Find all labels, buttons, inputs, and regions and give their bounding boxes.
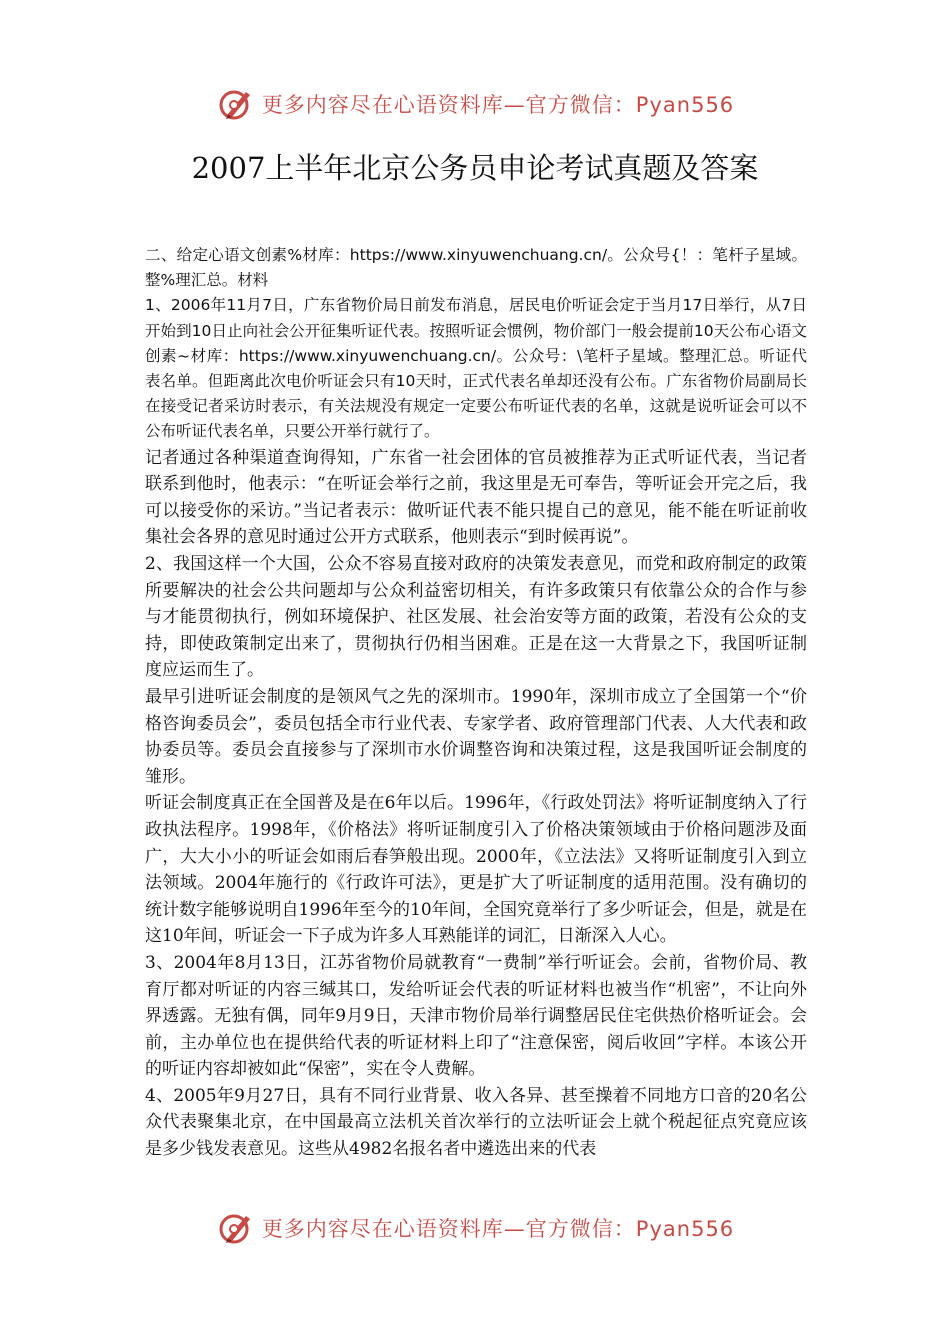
watermark-text: 更多内容尽在心语资料库—官方微信：Pyan556 bbox=[261, 93, 735, 117]
paragraph-2c: 听证会制度真正在全国普及是在6年以后。1996年，《行政处罚法》将听证制度纳入了行政执法程序。1998年，《价格法》将听证制度引入了价格决策领域由于价格问题涉及面广，大大小小的听证会如雨后春笋般出现。2000年，《立法法》又将听证制度引入到立法领域。2004年施行的《行政许可法》，更是扩大了听证制度的适用范围。没有确切的统计数字能够说明自1996年至今的10年间，全国究竟举行了多少听证会，但是，就是在这10年间，听证会一下子成为许多人耳熟能详的词汇，日渐深入人心。 bbox=[145, 793, 807, 947]
paragraph-2: 2、我国这样一个大国，公众不容易直接对政府的决策发表意见，而党和政府制定的政策所要解决的社会公共问题却与公众利益密切相关，有许多政策只有依靠公众的合作与参与才能贯彻执行，例如环境保护、社区发展、社会治安等方面的政策，若没有公众的支持，即使政策制定出来了，贯彻执行仍相当困难。正是在这一大背景之下，我国听证制度应运而生了。 bbox=[145, 554, 807, 681]
watermark-header bbox=[0, 82, 950, 126]
paragraph-3: 3、2004年8月13日，江苏省物价局就教育“一费制”举行听证会。会前，省物价局、教育厅都对听证的内容三缄其口，发给听证会代表的听证材料也被当作“机密”，不让向外界透露。无独有偶，同年9月9日，天津市物价局举行调整居民住宅供热价格听证会。会前，主办单位也在提供给代表的听证材料上印了“注意保密，阅后收回”字样。本该公开的听证内容却被如此“保密”，实在令人费解。 bbox=[145, 952, 807, 1080]
watermark-text: 更多内容尽在心语资料库—官方微信：Pyan556 bbox=[261, 1217, 735, 1241]
paragraph-4: 4、2005年9月27日，具有不同行业背景、收入各异、甚至操着不同地方口音的20名公众代表聚集北京，在中国最高立法机关首次举行的立法听证会上就个税起征点究竟应该是多少钱发表意见。这些从4982名报名者中遴选出来的代表 bbox=[145, 1085, 807, 1160]
paragraph-2b: 最早引进听证会制度的是领风气之先的深圳市。1990年，深圳市成立了全国第一个“价格咨询委员会”，委员包括全市行业代表、专家学者、政府管理部门代表、人大代表和政协委员等。委员会直接参与了深圳市水价调整咨询和决策过程，这是我国听证会制度的雏形。 bbox=[145, 686, 807, 787]
document-body bbox=[145, 243, 807, 1163]
pen-logo-icon bbox=[216, 84, 256, 124]
watermark-footer bbox=[0, 1206, 950, 1250]
paragraph-intro: 二、给定心语文创素%材库：https://www.xinyuwenchuang.cn/。公众号{！：笔杆子星域。整%理汇总。材料 bbox=[145, 246, 807, 290]
page-title: 2007上半年北京公务员申论考试真题及答案 bbox=[191, 151, 759, 185]
pen-logo-icon bbox=[216, 1208, 256, 1248]
paragraph-1: 1、2006年11月7日，广东省物价局日前发布消息，居民电价听证会定于当月17日举行，从7日开始到10日止向社会公开征集听证代表。按照听证会惯例，物价部门一般会提前10天公布心语文创素~材库：https://www.xinyuwenchuang.cn/。公众号：\笔杆子星域。整理汇总。听证代表名单。但距离此次电价听证会只有10天时，正式代表名单却还没有公布。广东省物价局副局长在接受记者采访时表示，有关法规没有规定一定要公布听证代表的名单，这就是说听证会可以不公布听证代表名单，只要公开举行就行了。 bbox=[145, 296, 807, 441]
paragraph-1b: 记者通过各种渠道查询得知，广东省一社会团体的官员被推荐为正式听证代表，当记者联系到他时，他表示：“在听证会举行之前，我这里是无可奉告，等听证会开完之后，我可以接受你的采访。”当记者表示：做听证代表不能只提自己的意见，能不能在听证前收集社会各界的意见时通过公开方式联系，他则表示“到时候再说”。 bbox=[145, 447, 807, 548]
